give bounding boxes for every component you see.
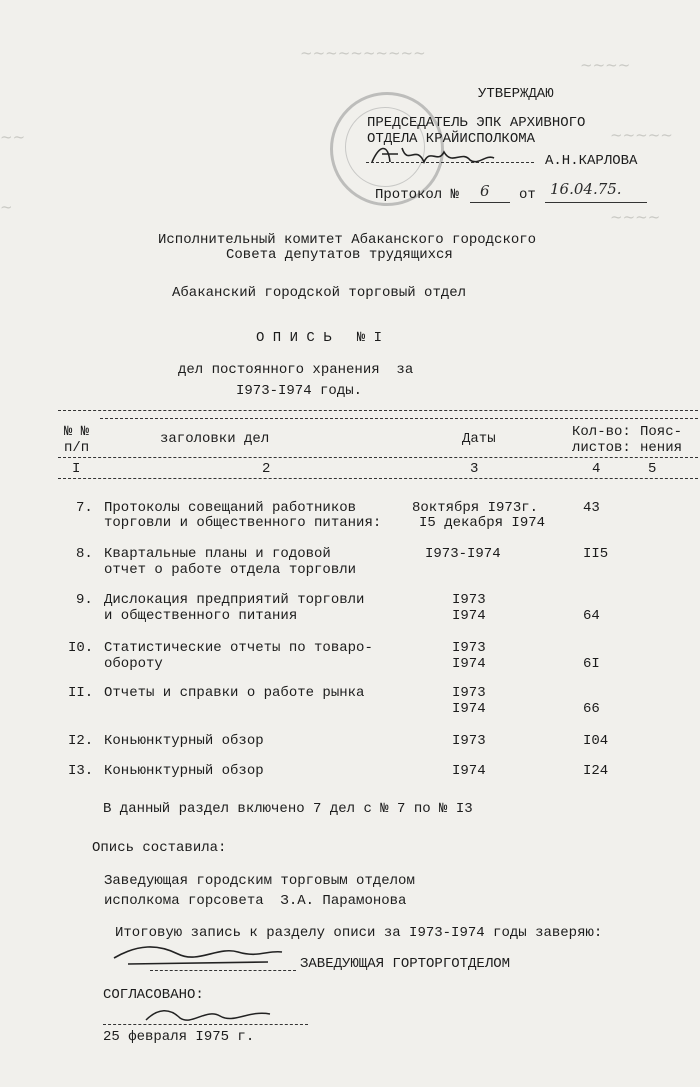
row-12-count: I04 [583,733,609,749]
row-13-title-line1: Коньюнктурный обзор [104,763,264,779]
row-12-title-line1: Коньюнктурный обзор [104,733,264,749]
col-notes-header-2: нения [640,440,683,456]
col-index-1: I [72,461,81,477]
row-10-number: I0. [68,640,94,656]
protocol-date: 16.04.75. [550,180,622,198]
approve-word: УТВЕРЖДАЮ [478,86,554,102]
bleed-through-text: ~~~~ [610,208,661,226]
col-index-5: 5 [648,461,657,477]
compiler-line2: исполкома горсовета З.А. Парамонова [104,893,407,909]
col-count-header-2: листов: [572,440,631,456]
row-10-count: 6I [583,656,600,672]
row-11-number: II. [68,685,94,701]
agreed-signature-line [103,1024,308,1025]
row-7-date-line2: I5 декабря I974 [419,515,546,531]
protocol-number: 6 [480,182,490,200]
row-8-number: 8. [76,546,93,562]
row-11-count: 66 [583,701,600,717]
department: Абаканский городской торговый отдел [172,285,467,301]
row-13-number: I3. [68,763,94,779]
bleed-through-text: ~~~~~~~~~~ [300,44,426,62]
col-notes-header-1: Пояс- [640,424,683,440]
compiled-by-label: Опись составила: [92,840,227,856]
row-12-date-line1: I973 [452,733,486,749]
table-top-rule [58,410,698,411]
head-signature-line [150,970,296,971]
table-top-rule-2 [100,418,698,419]
agreed-date: 25 февраля I975 г. [103,1029,255,1045]
table-index-rule [58,478,698,479]
col-num-header-2: п/п [64,440,90,456]
row-11-date-line2: I974 [452,701,486,717]
row-7-title-line1: Протоколы совещаний работников [104,500,357,516]
row-9-count: 64 [583,608,600,624]
row-8-date-line1: I973-I974 [425,546,501,562]
row-11-date-line1: I973 [452,685,486,701]
col-dates-header: Даты [462,431,496,447]
row-7-date-line1: 8октября I973г. [412,500,539,516]
agreed-label: СОГЛАСОВАНО: [103,987,204,1003]
head-signature [108,940,288,970]
approver-title-line1: ПРЕДСЕДАТЕЛЬ ЭПК АРХИВНОГО [367,115,586,131]
approver-name: А.Н.КАРЛОВА [545,153,638,169]
row-7-number: 7. [76,500,93,516]
signature-line [366,162,534,163]
inventory-desc-line1: дел постоянного хранения за [178,362,414,378]
row-12-number: I2. [68,733,94,749]
row-8-title-line2: отчет о работе отдела торговли [104,562,357,578]
approver-title-line2: ОТДЕЛА КРАЙИСПОЛКОМА [367,131,536,147]
row-8-title-line1: Квартальные планы и годовой [104,546,331,562]
row-13-date-line1: I974 [452,763,486,779]
row-9-date-line2: I974 [452,608,486,624]
summary-line: В данный раздел включено 7 дел с № 7 по № I3 [103,801,473,817]
bleed-through-text: ~ [0,198,13,216]
approver-signature [368,140,518,170]
row-13-count: I24 [583,763,609,779]
protocol-label: Протокол № [375,187,460,203]
row-7-count: 43 [583,500,600,516]
org-line1: Исполнительный комитет Абаканского городского [158,232,537,248]
bleed-through-text: ~~~~ [580,56,631,74]
inventory-desc-line2: I973-I974 годы. [236,383,363,399]
row-10-date-line2: I974 [452,656,486,672]
compiler-line1: Заведующая городским торговым отделом [104,873,415,889]
row-10-title-line1: Статистические отчеты по товаро- [104,640,373,656]
col-index-3: 3 [470,461,479,477]
row-9-date-line1: I973 [452,592,486,608]
row-7-title-line2: торговли и общественного питания: [104,515,382,531]
row-9-title-line1: Дислокация предприятий торговли [104,592,365,608]
row-10-date-line1: I973 [452,640,486,656]
certify-line: Итоговую запись к разделу описи за I973-I974 годы заверяю: [115,925,603,941]
col-index-2: 2 [262,461,271,477]
row-10-title-line2: обороту [104,656,163,672]
bleed-through-text: ~~ [0,128,26,146]
protocol-date-line [545,202,647,203]
head-title: ЗАВЕДУЮЩАЯ ГОРТОРГОТДЕЛОМ [300,956,511,972]
protocol-date-prefix: от [519,187,536,203]
org-line2: Совета депутатов трудящихся [226,247,453,263]
protocol-number-line [470,202,510,203]
table-header-rule [58,457,698,458]
row-8-count: II5 [583,546,609,562]
col-num-header-1: № № [64,424,90,440]
inventory-title: О П И С Ь № I [256,330,383,346]
col-index-4: 4 [592,461,601,477]
row-9-number: 9. [76,592,93,608]
col-title-header: заголовки дел [160,431,270,447]
col-count-header-1: Кол-во: [572,424,631,440]
row-9-title-line2: и общественного питания [104,608,298,624]
bleed-through-text: ~~~~~ [610,126,673,144]
row-11-title-line1: Отчеты и справки о работе рынка [104,685,365,701]
